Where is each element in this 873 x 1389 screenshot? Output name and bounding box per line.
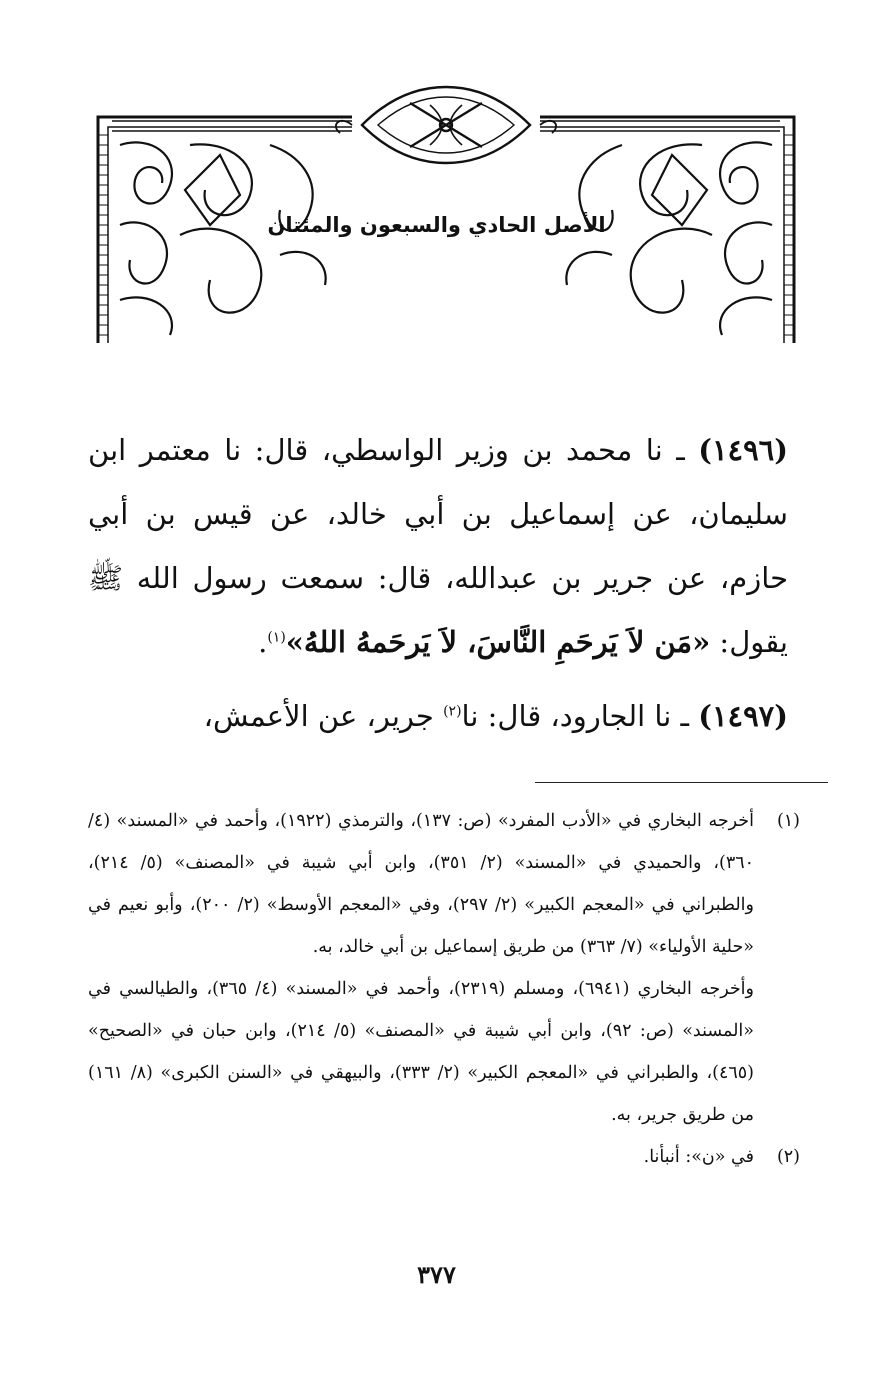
hadith-quote: «مَن لاَ يَرحَمِ النَّاسَ، لاَ يَرحَمهُ اللهُ» — [285, 625, 711, 659]
footnote-body — [88, 1136, 754, 1178]
hadith-text: ـ نا محمد بن وزير الواسطي، قال: نا معتمر ابن سليمان، عن إسماعيل بن أبي خالد، عن قيس بن أبي حازم، عن جرير بن عبدالله، قال: سمعت رسول الله ﷺ يقول: — [88, 433, 789, 659]
hadith-text-end: جرير، عن الأعمش، — [203, 699, 444, 733]
footnote-separator — [535, 782, 828, 783]
page-number: ٣٧٧ — [417, 1260, 456, 1289]
footnote-body — [88, 800, 754, 1136]
footnote-ref[interactable]: (١) — [267, 629, 286, 646]
hadith-text-end: . — [258, 625, 268, 659]
footnote-paragraph: في «ن»: أنبأنا. — [643, 1147, 754, 1167]
footnote-paragraph: أخرجه البخاري في «الأدب المفرد» (ص: ١٣٧)، والترمذي (١٩٢٢)، وأحمد في «المسند» (٤/ ٣٦٠)، والحميدي في «المسند» (٢/ ٣٥١)، وابن أبي شيبة في «المصنف» (٥/ ٢١٤)، والطبراني في «المعجم الكبير» (٢/ ٢٩٧)، وفي «المعجم الأوسط» (٢/ ٢٠٠)، وأبو نعيم في «حلية الأولياء» (٧/ ٣٦٣) من طريق إسماعيل بن أبي خالد، به. — [88, 811, 755, 957]
footnotes — [88, 800, 800, 1178]
main-text — [88, 418, 788, 748]
hadith-1496 — [88, 418, 788, 674]
footnote-2 — [88, 1136, 800, 1178]
hadith-text: ـ نا الجارود، قال: نا — [461, 699, 699, 733]
chapter-title: الأصل الحادي والسبعون والمئتان — [267, 213, 606, 237]
hadith-1497 — [88, 684, 788, 748]
footnote-ref[interactable]: (٢) — [443, 703, 462, 720]
footnote-number: (٢) — [776, 1147, 800, 1167]
footnote-number: (١) — [776, 811, 800, 831]
footnote-paragraph: وأخرجه البخاري (٦٩٤١)، ومسلم (٢٣١٩)، وأحمد في «المسند» (٤/ ٣٦٥)، والطيالسي في «المسند» (ص: ٩٢)، وابن أبي شيبة في «المصنف» (٥/ ٢١٤)، وابن حبان في «الصحيح» (٤٦٥)، والطبراني في «المعجم الكبير» (٢/ ٣٣٣)، والبيهقي في «السنن الكبرى» (٨/ ١٦١) من طريق جرير، به. — [88, 979, 755, 1125]
hadith-number: (١٤٩٧) — [698, 699, 788, 733]
hadith-number: (١٤٩٦) — [698, 433, 788, 467]
footnote-1 — [88, 800, 800, 1136]
